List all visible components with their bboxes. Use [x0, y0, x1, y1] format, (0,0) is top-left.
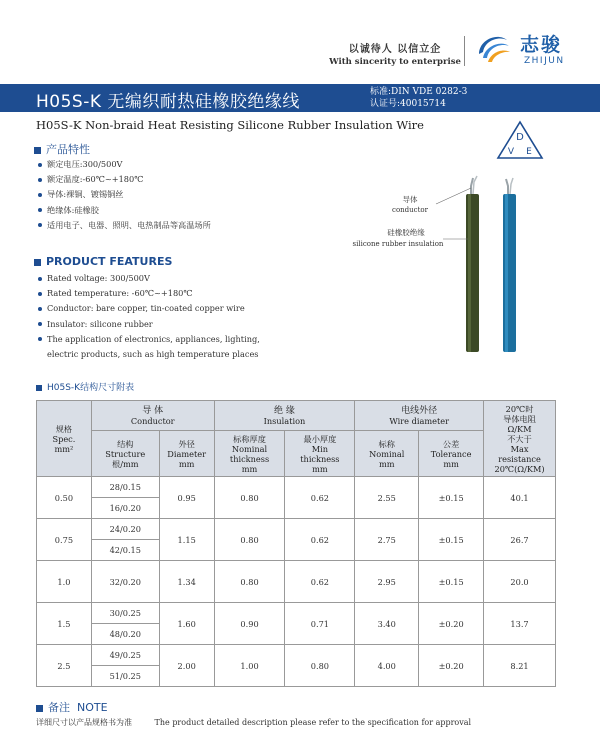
header-structure: 结构 Structure 根/mm [91, 431, 159, 477]
slogan-cn: 以诚待人 以信立企 [348, 44, 442, 55]
cell-spec: 1.0 [37, 561, 92, 603]
table-title: H05S-K结构尺寸附表 [36, 380, 134, 393]
cell-resistance: 26.7 [484, 519, 556, 561]
header-spec: 规格 Spec. mm² [37, 401, 92, 477]
feature-en-item: Rated voltage: 300/500V [38, 271, 260, 286]
insulation-label-cn: 硅橡胶绝缘 [387, 228, 425, 237]
cell-nominal-thickness: 0.90 [214, 603, 285, 645]
cell-diameter: 2.00 [159, 645, 214, 687]
cell-min-thickness: 0.62 [285, 519, 355, 561]
standard-text: 标准:DIN VDE 0282-3 [370, 87, 468, 97]
brand-name-cn: 志骏 [520, 34, 563, 56]
cell-min-thickness: 0.80 [285, 645, 355, 687]
square-bullet-icon [34, 259, 41, 266]
cell-spec: 2.5 [37, 645, 92, 687]
header-divider [464, 36, 465, 66]
cell-nominal-thickness: 1.00 [214, 645, 285, 687]
vde-mark-d: D [516, 132, 524, 143]
square-bullet-icon [34, 147, 41, 154]
cell-resistance: 20.0 [484, 561, 556, 603]
standard-info [370, 86, 467, 110]
header-wire-diameter: 电线外径 Wire diameter [355, 401, 484, 431]
square-bullet-icon [36, 385, 42, 391]
cell-spec: 1.5 [37, 603, 92, 645]
conductor-label-en: conductor [392, 206, 428, 214]
cell-nominal-thickness: 0.80 [214, 519, 285, 561]
cell-od: 2.75 [355, 519, 419, 561]
certification-text: 认证号:40015714 [370, 99, 446, 109]
feature-cn-item: 适用电子、电器、照明、电热制品等高温场所 [38, 218, 211, 233]
cell-min-thickness: 0.62 [285, 561, 355, 603]
cell-structure: 32/0.20 [91, 561, 159, 603]
cell-diameter: 1.34 [159, 561, 214, 603]
cell-od: 4.00 [355, 645, 419, 687]
cell-tolerance: ±0.15 [419, 519, 484, 561]
features-en-heading: PRODUCT FEATURES [34, 255, 172, 268]
slogan [328, 40, 462, 67]
cell-min-thickness: 0.71 [285, 603, 355, 645]
feature-en-item: Conductor: bare copper, tin-coated copper wire [38, 301, 260, 316]
header-min-thickness: 最小厚度 Min thickness mm [285, 431, 355, 477]
cell-tolerance: ±0.15 [419, 561, 484, 603]
spec-table [36, 400, 556, 687]
title-bar [0, 84, 600, 112]
header-resistance: 20℃时 导体电阻 Ω/KM 不大于 Max resistance 20℃(Ω/KM) [484, 401, 556, 477]
feature-cn-item: 额定电压:300/500V [38, 157, 211, 172]
note-heading: 备注 NOTE [36, 699, 108, 715]
note-text-en: The product detailed description please refer to the specification for approval [154, 718, 472, 727]
feature-cn-item: 额定温度:-60℃~+180℃ [38, 172, 211, 187]
table-row [37, 645, 556, 666]
cell-structure: 16/0.20 [91, 498, 159, 519]
cable-illustration [340, 122, 560, 362]
product-title: H05S-K 无编织耐热硅橡胶绝缘线 [36, 92, 300, 112]
feature-en-continuation: electric products, such as high temperature places [47, 349, 259, 360]
cell-structure: 48/0.20 [91, 624, 159, 645]
cell-spec: 0.50 [37, 477, 92, 519]
slogan-en: With sincerity to enterprise [329, 57, 461, 67]
blue-cable [503, 194, 516, 352]
cell-od: 2.95 [355, 561, 419, 603]
feature-cn-item: 导体:裸铜、镀锡铜丝 [38, 187, 211, 202]
table-row [37, 477, 556, 498]
square-bullet-icon [36, 705, 43, 712]
cell-tolerance: ±0.20 [419, 645, 484, 687]
cell-min-thickness: 0.62 [285, 477, 355, 519]
cell-structure: 28/0.15 [91, 477, 159, 498]
feature-en-item: Insulator: silicone rubber [38, 317, 260, 332]
brand-name [520, 30, 565, 66]
cell-nominal-thickness: 0.80 [214, 477, 285, 519]
product-subtitle: H05S-K Non-braid Heat Resisting Silicone Rubber Insulation Wire [36, 118, 424, 132]
note-text-cn: 详细尺寸以产品规格书为准 [36, 718, 132, 727]
cell-structure: 51/0.25 [91, 666, 159, 687]
cell-structure: 42/0.15 [91, 540, 159, 561]
header-conductor: 导 体 Conductor [91, 401, 214, 431]
cell-diameter: 1.60 [159, 603, 214, 645]
cell-od: 2.55 [355, 477, 419, 519]
conductor-label-cn: 导体 [402, 195, 418, 204]
insulation-label-en: silicone rubber insulation [352, 240, 444, 248]
cell-structure: 49/0.25 [91, 645, 159, 666]
brand-name-en: ZHIJUN [524, 56, 565, 66]
header-insulation: 绝 缘 Insulation [214, 401, 355, 431]
feature-cn-item: 绝缘体:硅橡胶 [38, 203, 211, 218]
table-row [37, 603, 556, 624]
cell-resistance: 8.21 [484, 645, 556, 687]
vde-mark-v: V [507, 147, 515, 157]
cell-spec: 0.75 [37, 519, 92, 561]
feature-en-item: The application of electronics, appliances, lighting, [38, 332, 260, 347]
note-text [36, 717, 491, 728]
cell-structure: 30/0.25 [91, 603, 159, 624]
cell-structure: 24/0.20 [91, 519, 159, 540]
brand-logo-icon [473, 28, 513, 68]
header-diameter: 外径 Diameter mm [159, 431, 214, 477]
table-row [37, 519, 556, 540]
cell-resistance: 13.7 [484, 603, 556, 645]
cell-diameter: 1.15 [159, 519, 214, 561]
vde-mark-e: E [526, 147, 532, 157]
cell-od: 3.40 [355, 603, 419, 645]
features-cn-heading: 产品特性 [34, 141, 90, 157]
header-od-nominal: 标称 Nominal mm [355, 431, 419, 477]
header-tolerance: 公差 Tolerance mm [419, 431, 484, 477]
cell-resistance: 40.1 [484, 477, 556, 519]
table-row [37, 561, 556, 603]
cell-tolerance: ±0.20 [419, 603, 484, 645]
header-nominal-thickness: 标称厚度 Nominal thickness mm [214, 431, 285, 477]
page-header [0, 0, 600, 84]
cell-diameter: 0.95 [159, 477, 214, 519]
features-cn-list [38, 157, 211, 233]
dark-cable [466, 194, 479, 352]
feature-en-item: Rated temperature: -60℃~+180℃ [38, 286, 260, 301]
features-en-list [38, 271, 260, 362]
cell-tolerance: ±0.15 [419, 477, 484, 519]
cell-nominal-thickness: 0.80 [214, 561, 285, 603]
